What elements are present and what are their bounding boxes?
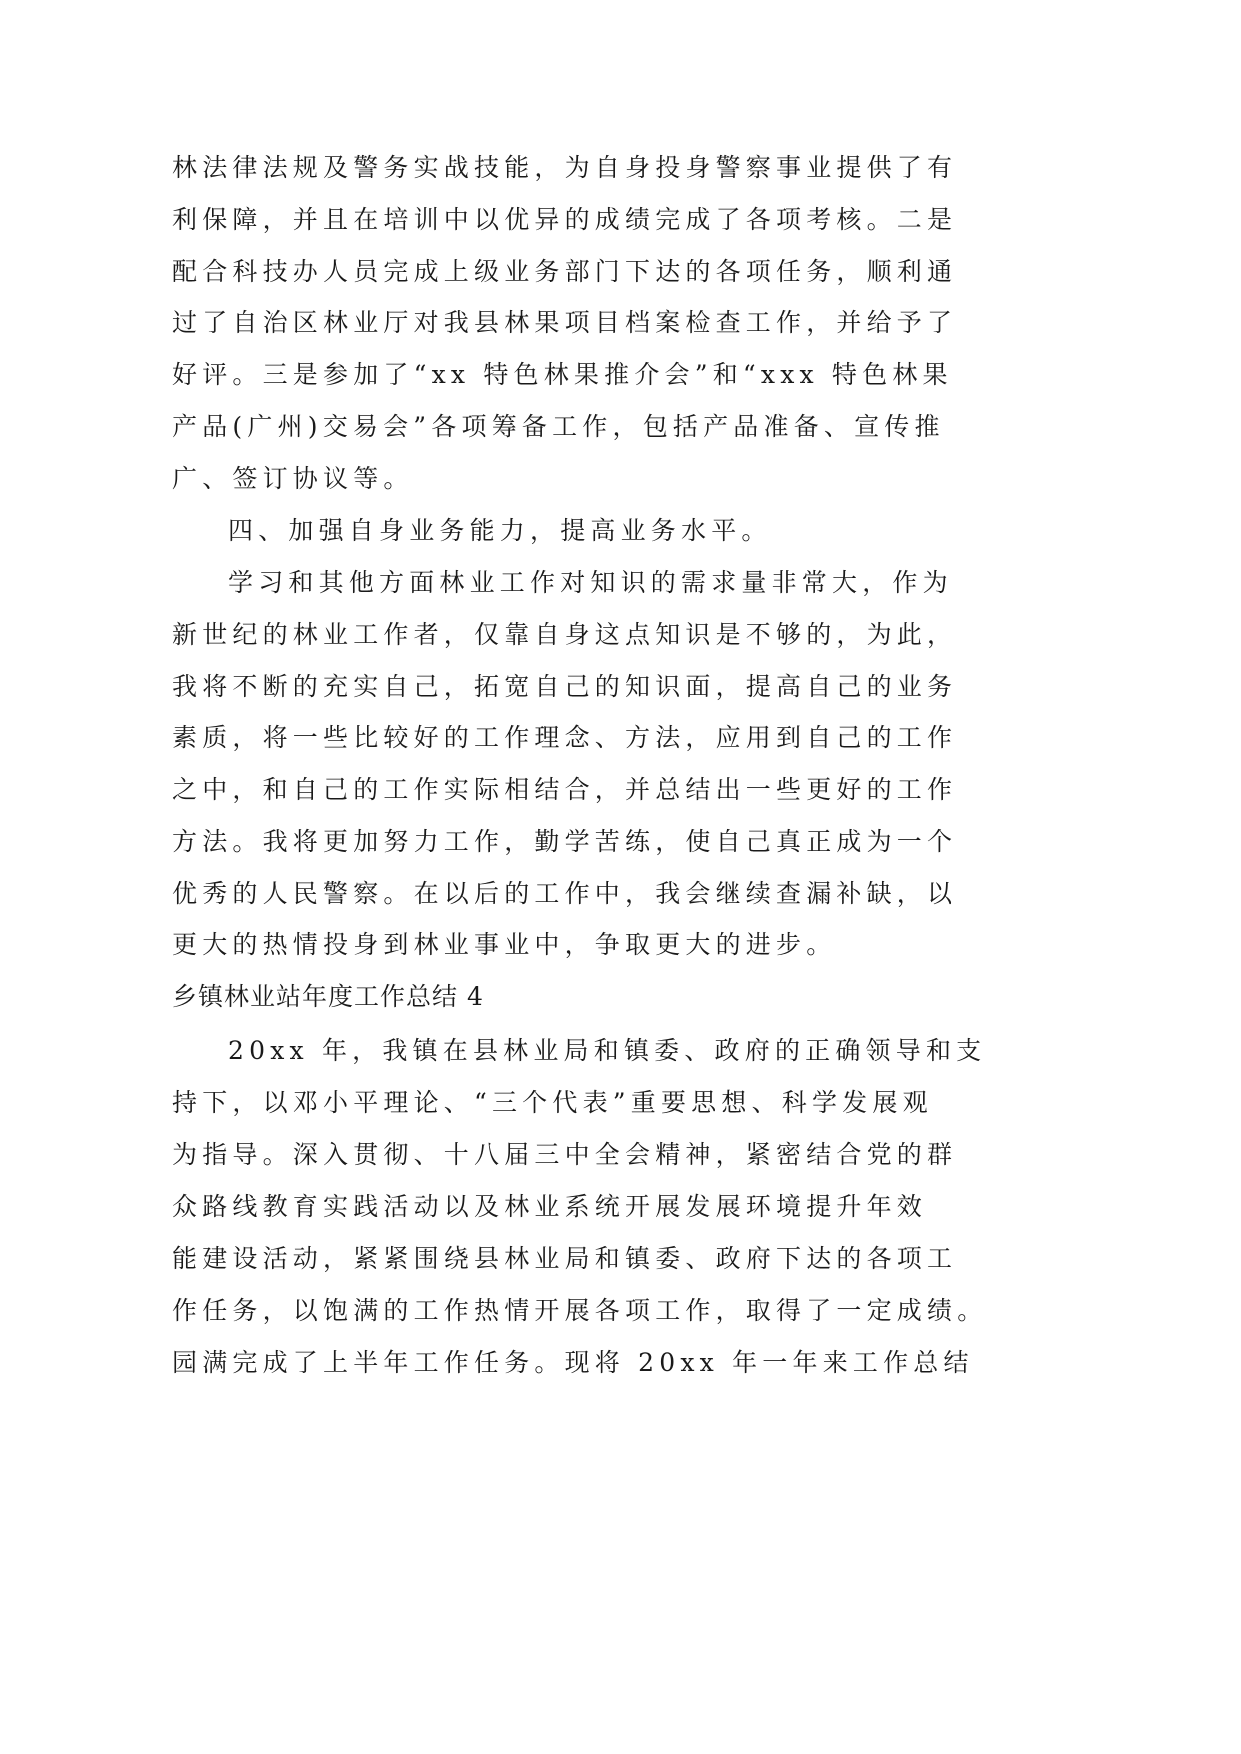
text-line: 学习和其他方面林业工作对知识的需求量非常大，作为 [228,568,953,597]
text-line: 方法。我将更加努力工作，勤学苦练，使自己真正成为一个 [172,827,958,856]
text-line: 过了自治区林业厅对我县林果项目档案检查工作，并给予了 [172,308,958,337]
text-line: 优秀的人民警察。在以后的工作中，我会继续查漏补缺，以 [172,879,958,908]
text-line: 配合科技办人员完成上级业务部门下达的各项任务，顺利通 [172,257,958,286]
text-line: 我将不断的充实自己，拓宽自己的知识面，提高自己的业务 [172,672,958,701]
text-line: 众路线教育实践活动以及林业系统开展发展环境提升年效 [172,1192,928,1221]
text-line: 好评。三是参加了“xx 特色林果推介会”和“xxx 特色林果 [172,360,953,389]
text-line: 林法律法规及警务实战技能，为自身投身警察事业提供了有 [172,153,958,182]
text-line: 广、签订协议等。 [172,464,414,493]
text-line: 持下，以邓小平理论、“三个代表”重要思想、科学发展观 [172,1088,933,1117]
text-line: 利保障，并且在培训中以优异的成绩完成了各项考核。二是 [172,205,958,234]
text-line: 能建设活动，紧紧围绕县林业局和镇委、政府下达的各项工 [172,1244,958,1273]
text-line: 为指导。深入贯彻、十八届三中全会精神，紧密结合党的群 [172,1140,958,1169]
text-line: 更大的热情投身到林业事业中，争取更大的进步。 [172,930,837,959]
text-line: 园满完成了上半年工作任务。现将 20xx 年一年来工作总结 [172,1348,974,1377]
section-heading: 四、加强自身业务能力，提高业务水平。 [228,516,772,545]
text-line: 新世纪的林业工作者，仅靠自身这点知识是不够的，为此， [172,620,958,649]
document-title: 乡镇林业站年度工作总结 4 [172,982,484,1011]
text-line: 20xx 年，我镇在县林业局和镇委、政府的正确领导和支 [228,1036,987,1065]
text-line: 素质，将一些比较好的工作理念、方法，应用到自己的工作 [172,723,958,752]
text-line: 之中，和自己的工作实际相结合，并总结出一些更好的工作 [172,775,958,804]
text-line: 产品(广州)交易会”各项筹备工作，包括产品准备、宣传推 [172,412,945,441]
text-line: 作任务，以饱满的工作热情开展各项工作，取得了一定成绩。 [172,1296,988,1325]
